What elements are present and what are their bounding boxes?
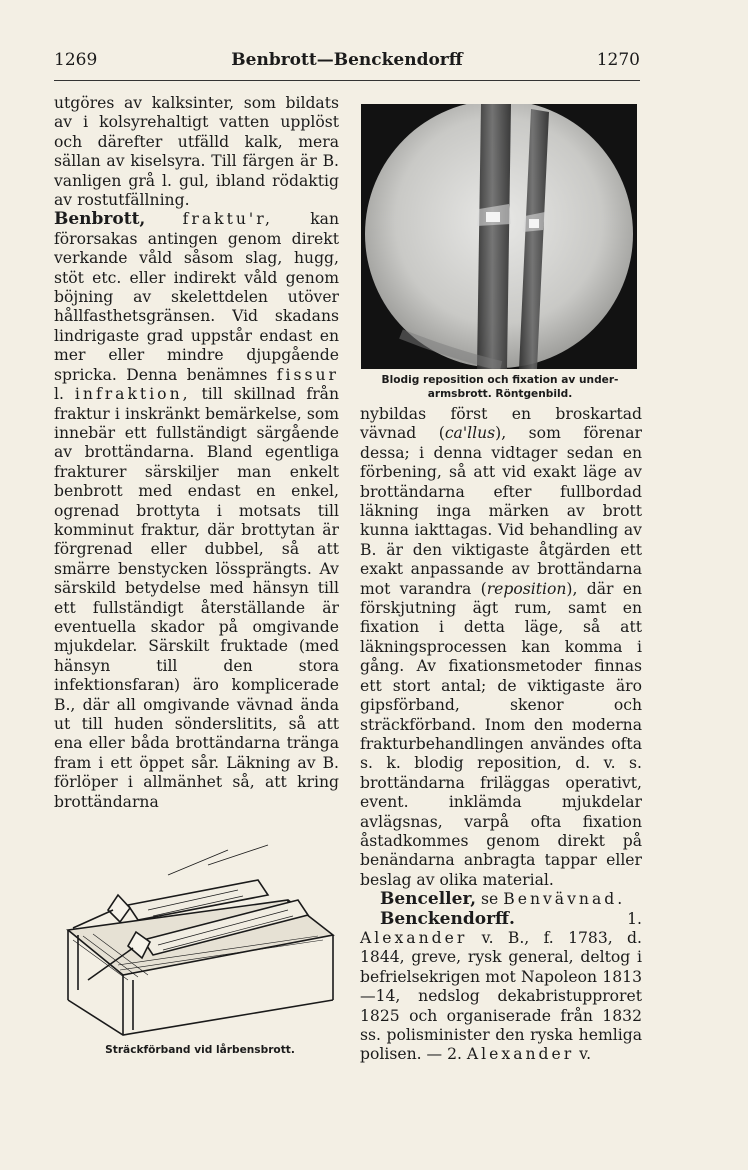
header-rule	[54, 80, 640, 81]
traction-illustration	[58, 840, 338, 1040]
continuation-text-c: ), där en förskjutning ägt rum, samt en fixation i detta läge, så att läkningsprocessen kan komma i gång. Av fixationsmetoder finnas ett stort antal; de viktigaste äro gipsförband, skenor och sträckförband. Inom den moderna frakturbehandlingen användes ofta s. k. blodig reposition, d. v. s. brottändarna friläggas operativt, event. inklämda mjukdelar avlägsnas, varpå ofta fixation åstadkommes genom direkt på benändarna anbragta tappar eller beslag av olika material.	[360, 579, 642, 889]
xray-image	[361, 104, 637, 369]
entry-number-1: 1.	[514, 909, 642, 928]
benckendorff-text-2: v.	[574, 1045, 592, 1064]
benbrott-continuation	[360, 405, 642, 890]
xray-caption	[352, 373, 648, 401]
traction-caption: Sträckförband vid lårbensbrott.	[105, 1044, 295, 1056]
benbrott-entry	[54, 210, 339, 812]
continuation-text-a: nybildas först en broskartad vävnad (	[360, 405, 642, 443]
running-title: Benbrott—Benckendorff	[231, 50, 463, 70]
term-fissur: fissur	[276, 365, 339, 384]
benbrott-text-c: till skillnad från fraktur i inskränkt bemärkelse, som innebär ett fullständigt särgående av brottändarna. Bland egentliga frakturer särskiljer man enkelt benbrott med endast en enkel, ogrenad brottyta i motsats till komminut fraktur, där brottytan är förgrenad eller dubbel, så att smärre benstycken lössprängts. Av särskild betydelse med hänsyn till ett fullständigt återställande är eventuella skador på omgivande mjukdelar. Särskilt fruktade (med hänsyn till den stora infektionsfaran) äro komplicerade B., där all omgivande vävnad ända ut till huden sönderslitits, så att ena eller båda brottändarna tränga fram i ett öppet sår. Läkning av B. förlöper i allmänhet så, att kring brottändarna	[54, 385, 340, 811]
page-number-right: 1270	[596, 50, 640, 70]
term-reposition: reposition	[486, 579, 567, 598]
page-number-left: 1269	[54, 50, 98, 70]
headword-benbrott: Benbrott,	[54, 209, 146, 230]
left-column	[54, 94, 339, 812]
person-name-2: Alexander	[466, 1045, 575, 1064]
continuation-text-b: ), som förenar dessa; i denna vidtager sedan en förbening, så att vid exakt läge av brottändarna efter fullbordad läkning inga märken av brott kunna iakttagas. Vid behandling av B. är den viktigaste åtgärden ett exakt anpassande av brottändarna mot varandra (	[360, 424, 642, 598]
person-name-1: Alexander	[360, 928, 468, 947]
benckendorff-text-1: v. B., f. 1783, d. 1844, greve, rysk general, deltog i befrielsekrigen mot Napoleon 1813—14, nedslog dekabristupproret 1825 och organiserade från 1832 ss. polisminister den ryska hemliga polisen. — 2.	[360, 928, 642, 1064]
xray-caption-line-2: armsbrott. Röntgenbild.	[427, 388, 573, 400]
term-callus: ca'llus	[444, 424, 496, 443]
kalktuff-continuation: utgöres av kalksinter, som bildats av i kolsyrehaltigt vatten upplöst och därefter utfälld kalk, mera sällan av kiselsyra. Till färgen är B. vanligen grå l. gul, ibland rödaktig av rostutfällning.	[54, 94, 339, 210]
benceller-text: se	[476, 890, 504, 909]
xray-caption-line-1: Blodig reposition och fixation av under-	[381, 374, 619, 386]
page-header	[54, 50, 640, 80]
benceller-entry	[360, 890, 642, 909]
cross-ref-benvavnad: Benvävnad.	[503, 890, 626, 909]
headword-benceller: Benceller,	[380, 889, 477, 910]
traction-drawing	[58, 840, 338, 1040]
right-column	[360, 405, 642, 1065]
benckendorff-entry	[360, 910, 642, 1065]
xray-figure	[361, 104, 637, 369]
headword-benckendorff: Benckendorff.	[380, 908, 515, 929]
benbrott-text-a: kan förorsakas antingen genom direkt verkande våld såsom slag, hugg, stöt etc. eller indirekt våld genom böjning av skelettdelen utöver hållfasthetsgränsen. Vid skadans lindrigaste grad uppstår endast en mer eller mindre djupgående spricka. Denna benämnes	[54, 210, 339, 384]
term-infraktion: infraktion,	[74, 385, 191, 404]
benbrott-text-b: l.	[54, 385, 75, 404]
term-fraktur: fraktu'r,	[182, 210, 273, 229]
